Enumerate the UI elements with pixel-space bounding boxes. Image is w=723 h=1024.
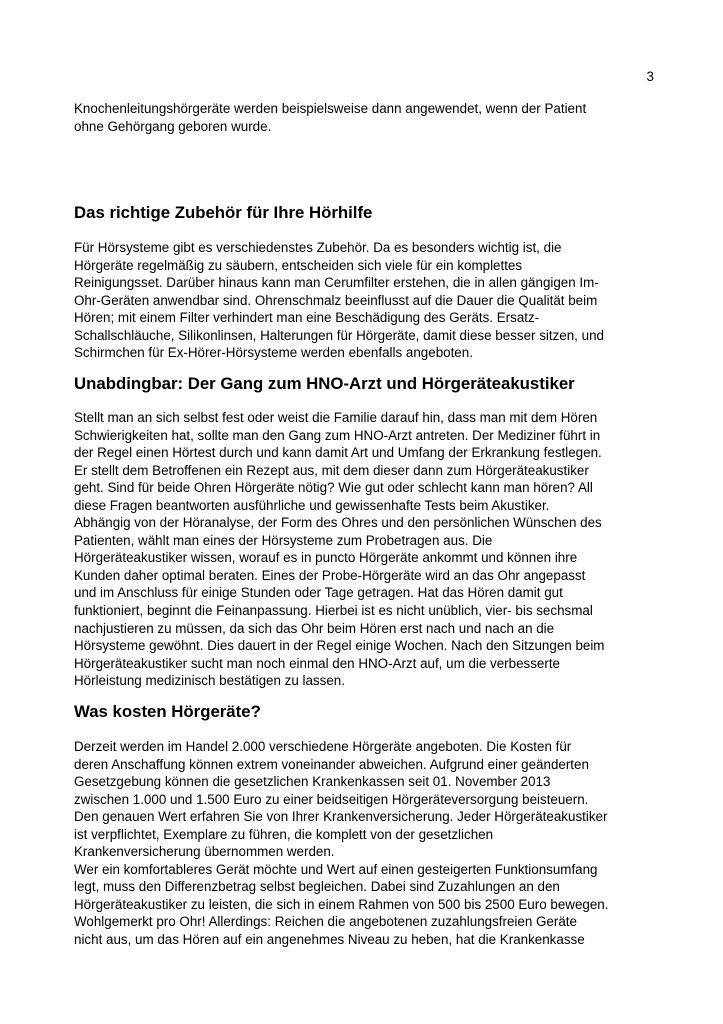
text-line: Ohr-Geräten anwendbar sind. Ohrenschmalz beeinflusst auf die Dauer die Qualität beim: [74, 292, 598, 308]
text-line: ist verpflichtet, Exemplare zu führen, die komplett von der gesetzlichen: [74, 826, 494, 842]
text-line: deren Anschaffung können extrem voneinander abweichen. Aufgrund einer geänderten: [74, 756, 589, 772]
text-line: der Regel einen Hörtest durch und kann damit Art und Umfang der Erkrankung festlegen.: [74, 445, 602, 461]
text-line: Hörleistung medizinisch bestätigen zu lassen.: [74, 673, 345, 689]
text-line: nicht aus, um das Hören auf ein angenehmes Niveau zu heben, hat die Krankenkasse: [74, 932, 585, 948]
section-paragraph-zubehoer: [74, 239, 664, 362]
text-line: und im Anschluss für einige Stunden oder Tage getragen. Hat das Hören damit gut: [74, 585, 563, 601]
text-line: Hörgeräte regelmäßig zu säubern, entscheiden sich viele für ein komplettes: [74, 257, 523, 273]
text-line: Hörgeräteakustiker sucht man noch einmal den HNO-Arzt auf, um die verbesserte: [74, 655, 560, 671]
text-line: Krankenversicherung übernommen werden.: [74, 844, 335, 860]
text-line: Stellt man an sich selbst fest oder weist die Familie darauf hin, dass man mit dem Hören: [74, 410, 598, 425]
text-line: Kunden daher optimal beraten. Eines der Probe-Hörgeräte wird an das Ohr angepasst: [74, 567, 586, 583]
text-line: Für Hörsysteme gibt es verschiedenstes Zubehör. Da es besonders wichtig ist, die: [74, 240, 562, 255]
text-line: Hörsysteme gewöhnt. Dies dauert in der Regel einige Wochen. Nach den Sitzungen beim: [74, 638, 605, 654]
text-line: Abhängig von der Höranalyse, der Form des Ohres und den persönlichen Wünschen des: [74, 515, 602, 531]
text-line: Hörgeräteakustiker wissen, worauf es in puncto Hörgeräte ankommt und können ihre: [74, 550, 578, 566]
text-line: diese Fragen beantworten ausführliche und gewissenhafte Tests beim Akustiker.: [74, 497, 550, 513]
text-line: funktioniert, beginnt die Feinanpassung. Hierbei ist es nicht unüblich, vier- bis sechsmal: [74, 603, 593, 619]
text-line: Er stellt dem Betroffenen ein Rezept aus, mit dem dieser dann zum Hörgeräteakustiker: [74, 462, 589, 478]
section-heading-zubehoer: Das richtige Zubehör für Ihre Hörhilfe: [74, 203, 373, 222]
section-paragraph-hno-arzt: [74, 409, 664, 690]
section-heading-kosten: Was kosten Hörgeräte?: [74, 702, 261, 721]
text-line: Derzeit werden im Handel 2.000 verschiedene Hörgeräte angeboten. Die Kosten für: [74, 739, 572, 754]
text-line: Schallschläuche, Silikonlinsen, Halterungen für Hörgeräte, damit diese besser sitzen, und: [74, 327, 604, 343]
text-line: Reinigungsset. Darüber hinaus kann man Cerumfilter erstehen, die in allen gängigen Im-: [74, 275, 599, 291]
text-line: nachjustieren zu müssen, da sich das Ohr beim Hören erst nach und nach an die: [74, 620, 555, 636]
text-line: geht. Sind für beide Ohren Hörgeräte nötig? Wie gut oder schlecht kann man hören? All: [74, 480, 593, 496]
text-line: Hörgeräteakustiker zu leisten, die sich in einem Rahmen von 500 bis 2500 Euro bewegen.: [74, 896, 609, 912]
text-line: ohne Gehörgang geboren wurde.: [74, 118, 272, 134]
text-line: legt, muss den Differenzbetrag selbst begleichen. Dabei sind Zuzahlungen an den: [74, 879, 560, 895]
text-line: Wohlgemerkt pro Ohr! Allerdings: Reichen die angebotenen zuzahlungsfreien Geräte: [74, 914, 577, 930]
page-number: 3: [646, 69, 654, 84]
text-line: Patienten, wählt man eines der Hörsysteme zum Probetragen aus. Die: [74, 532, 493, 548]
section-heading-hno-arzt: Unabdingbar: Der Gang zum HNO-Arzt und Hörgeräteakustiker: [74, 374, 575, 393]
text-line: Schirmchen für Ex-Hörer-Hörsysteme werden ebenfalls angeboten.: [74, 345, 473, 361]
text-line: Gesetzgebung können die gesetzlichen Krankenkassen seit 01. November 2013: [74, 774, 551, 790]
text-line: Wer ein komfortableres Gerät möchte und Wert auf einen gesteigerten Funktionsumfang: [74, 861, 598, 877]
intro-paragraph: [74, 100, 664, 135]
text-line: Den genauen Wert erfahren Sie von Ihrer Krankenversicherung. Jeder Hörgeräteakustiker: [74, 809, 608, 825]
section-paragraph-kosten: [74, 738, 664, 949]
text-line: Hören; mit einem Filter verhindert man eine Beschädigung des Geräts. Ersatz-: [74, 310, 540, 326]
text-line: Knochenleitungshörgeräte werden beispielsweise dann angewendet, wenn der Patient: [74, 101, 587, 116]
text-line: zwischen 1.000 und 1.500 Euro zu einer beidseitigen Hörgeräteversorgung beisteuern.: [74, 791, 589, 807]
text-line: Schwierigkeiten hat, sollte man den Gang zum HNO-Arzt antreten. Der Mediziner führt in: [74, 427, 601, 443]
